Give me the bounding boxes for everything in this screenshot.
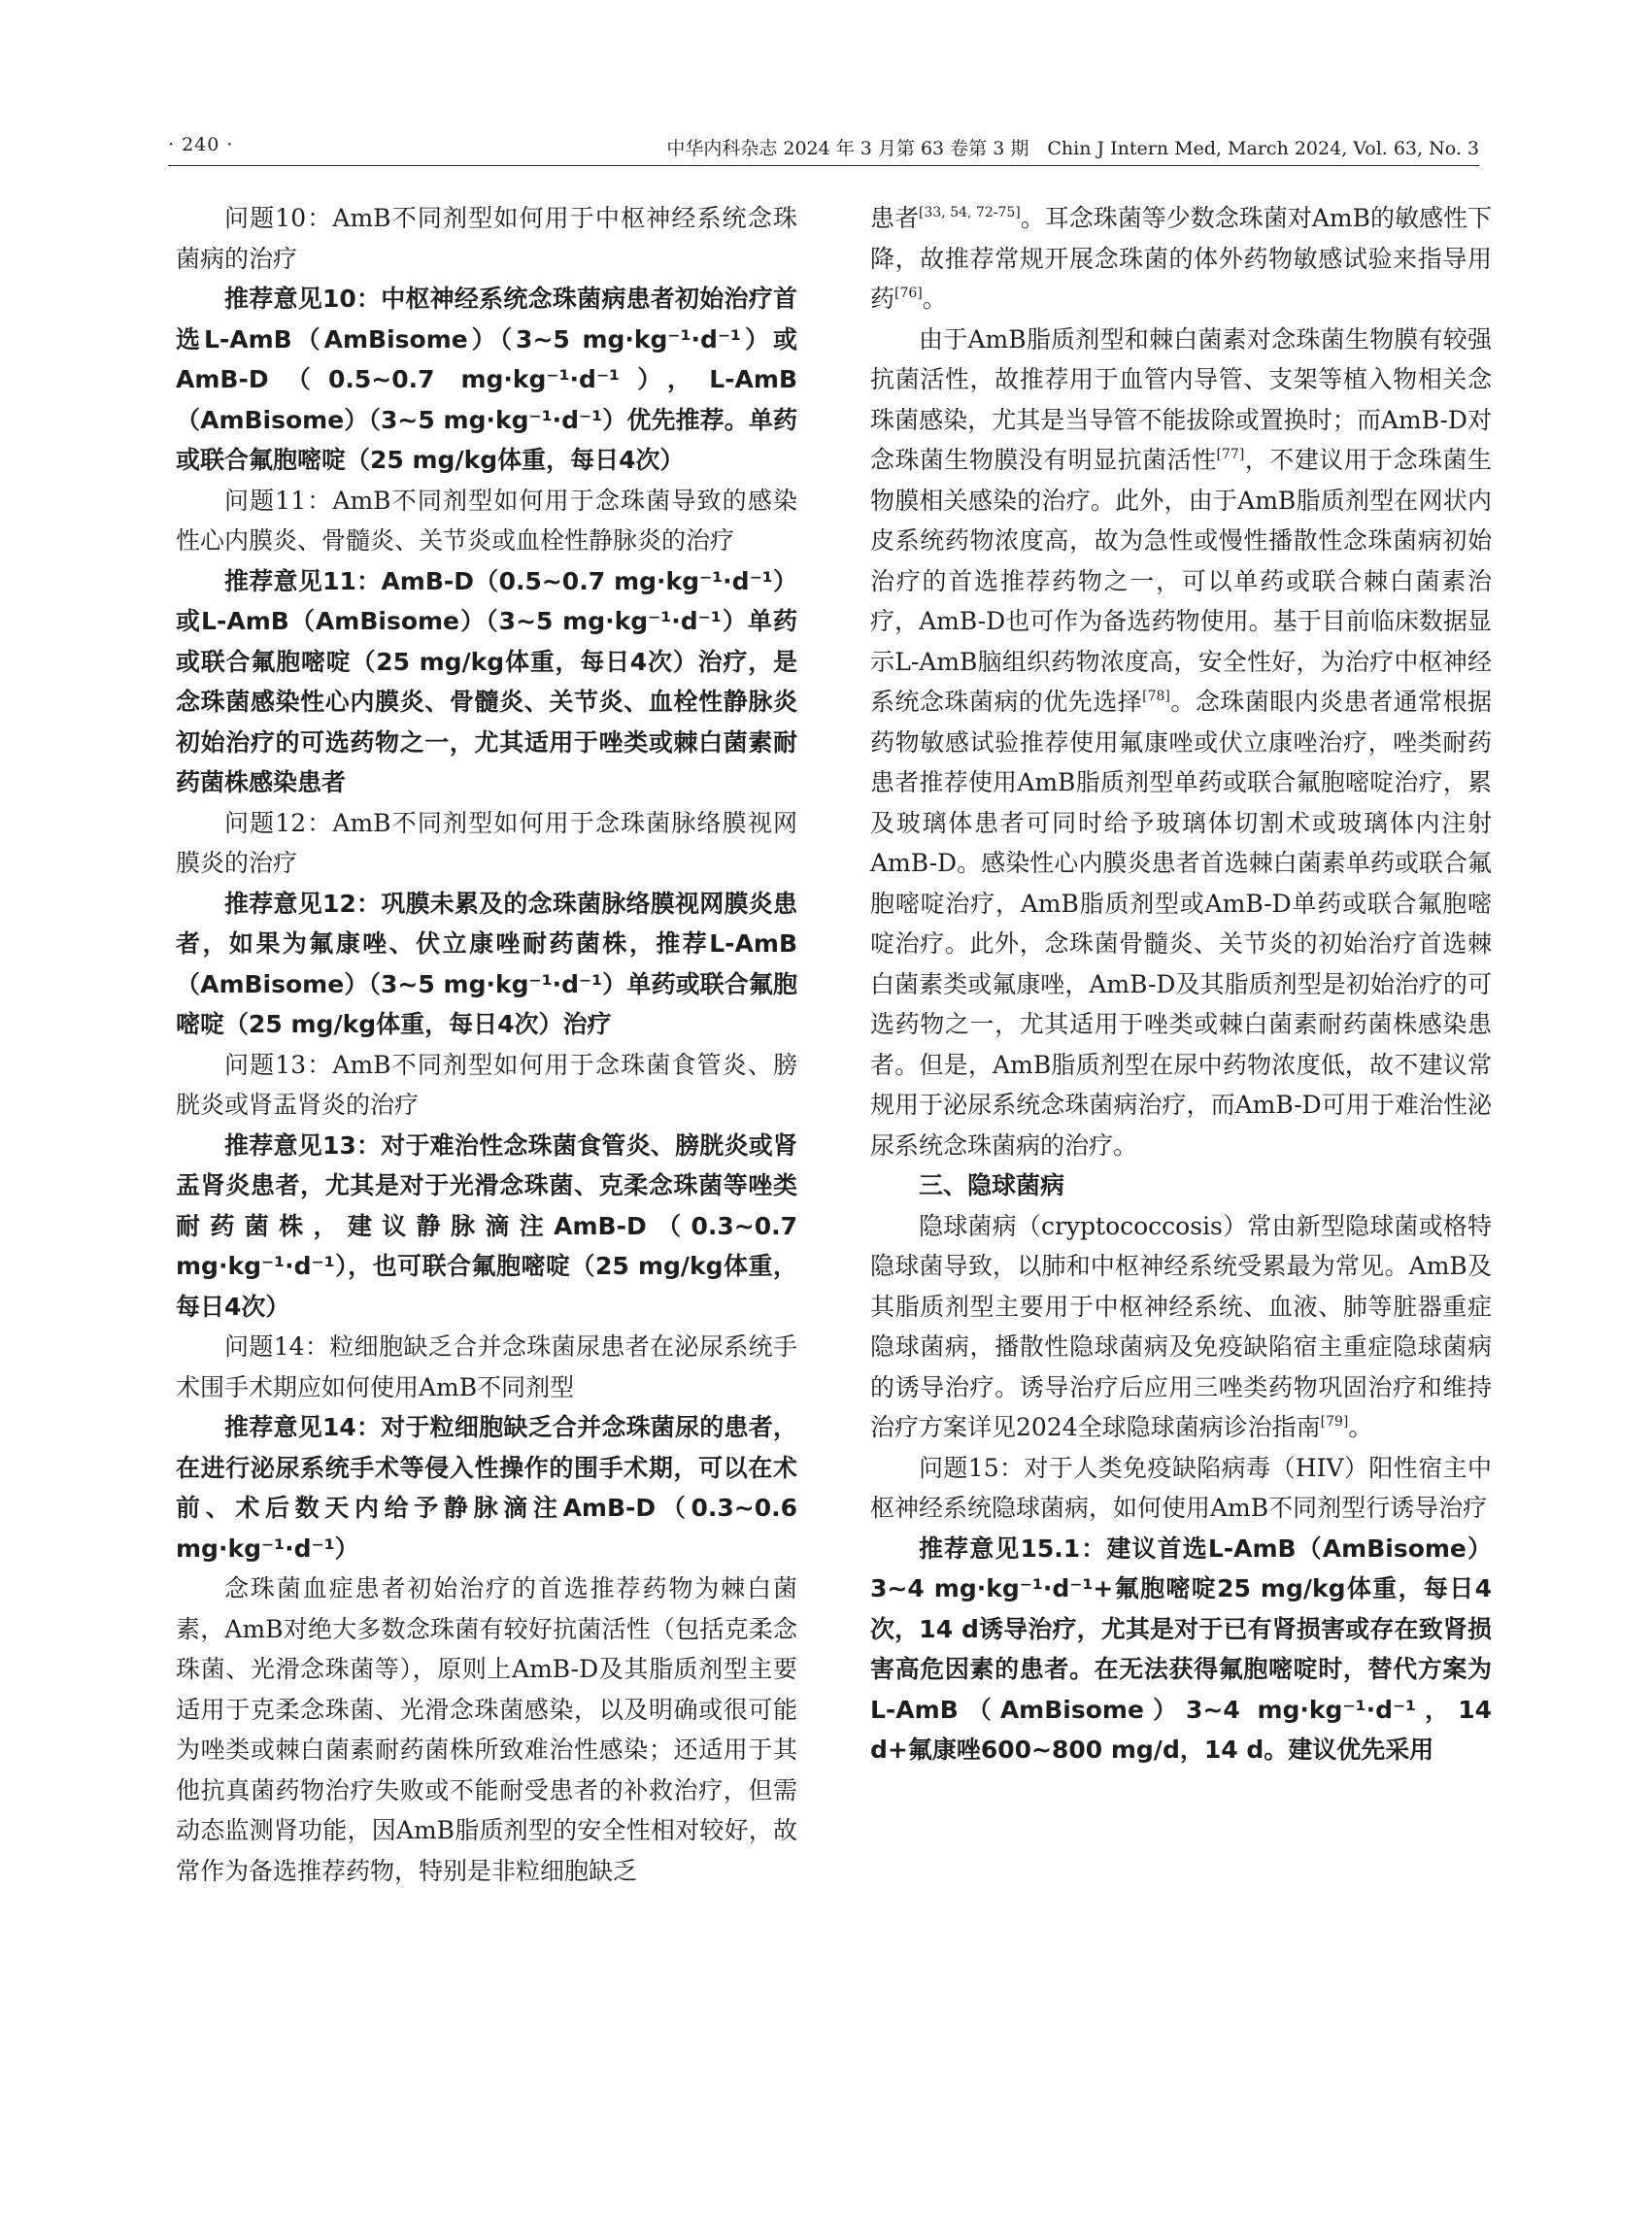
- recommendation-10: 推荐意见10：中枢神经系统念珠菌病患者初始治疗首选L-AmB（AmBisome）（3~5 mg·kg⁻¹·d⁻¹）或AmB-D（0.5~0.7 mg·kg⁻¹·d⁻¹），L-AmB（AmBisome）（3~5 mg·kg⁻¹·d⁻¹）优先推荐。单药或联合氟胞嘧啶（25 mg/kg体重，每日4次）: [176, 285, 797, 474]
- citation-ref: [77]: [1216, 447, 1245, 463]
- recommendation-12: 推荐意见12：巩膜未累及的念珠菌脉络膜视网膜炎患者，如果为氟康唑、伏立康唑耐药菌株，推荐L-AmB（AmBisome）（3~5 mg·kg⁻¹·d⁻¹）单药或联合氟胞嘧啶（25 mg/kg体重，每日4次）治疗: [176, 889, 797, 1038]
- body-paragraph: 念珠菌血症患者初始治疗的首选推荐药物为棘白菌素，AmB对绝大多数念珠菌有较好抗菌活性（包括克柔念珠菌、光滑念珠菌等），原则上AmB-D及其脂质剂型主要适用于克柔念珠菌、光滑念珠菌感染，以及明确或很可能为唑类或棘白菌素耐药菌株所致难治性感染；还适用于其他抗真菌药物治疗失败或不能耐受患者的补救治疗，但需动态监测肾功能，因AmB脂质剂型的安全性相对较好，故常作为备选推荐药物，特别是非粒细胞缺乏: [176, 1574, 797, 1885]
- question-15: 问题15：对于人类免疫缺陷病毒（HIV）阳性宿主中枢神经系统隐球菌病，如何使用AmB不同剂型行诱导治疗: [870, 1453, 1492, 1522]
- question-13: 问题13：AmB不同剂型如何用于念珠菌食管炎、膀胱炎或肾盂肾炎的治疗: [176, 1050, 797, 1119]
- body-paragraph: [870, 320, 1492, 1166]
- body-text: 患者: [870, 204, 920, 232]
- running-header: [168, 134, 1479, 167]
- citation-ref: [76]: [894, 286, 923, 302]
- right-column: [870, 198, 1492, 1770]
- journal-citation: 中华内科杂志 2024 年 3 月第 63 卷第 3 期 Chin J Intern Med, March 2024, Vol. 63, No. 3: [666, 138, 1479, 159]
- header-divider: [168, 165, 1479, 166]
- body-text: 。: [1348, 1413, 1373, 1441]
- body-text: 。: [922, 285, 947, 313]
- question-12: 问题12：AmB不同剂型如何用于念珠菌脉络膜视网膜炎的治疗: [176, 808, 797, 877]
- question-14: 问题14：粒细胞缺乏合并念珠菌尿患者在泌尿系统手术围手术期应如何使用AmB不同剂型: [176, 1332, 797, 1401]
- citation-ref: [78]: [1142, 689, 1170, 705]
- recommendation-13: 推荐意见13：对于难治性念珠菌食管炎、膀胱炎或肾盂肾炎患者，尤其是对于光滑念珠菌、克柔念珠菌等唑类耐药菌株，建议静脉滴注AmB-D（0.3~0.7 mg·kg⁻¹·d⁻¹），也可联合氟胞嘧啶（25 mg/kg体重，每日4次）: [176, 1130, 797, 1321]
- citation-ref: [79]: [1320, 1414, 1349, 1431]
- recommendation-14: 推荐意见14：对于粒细胞缺乏合并念珠菌尿的患者，在进行泌尿系统手术等侵入性操作的围手术期，可以在术前、术后数天内给予静脉滴注AmB-D（0.3~0.6 mg·kg⁻¹·d⁻¹）: [176, 1413, 797, 1563]
- page-number: · 240 ·: [168, 134, 234, 155]
- left-column: [176, 198, 797, 1891]
- continued-paragraph: [870, 198, 1492, 320]
- body-text: 。耳念珠菌等少数念珠菌对AmB的敏感性下降，故推荐常规开展念珠菌的体外药物敏感试验来指导用药: [870, 204, 1492, 313]
- body-paragraph: [870, 1206, 1492, 1448]
- recommendation-11: 推荐意见11：AmB-D（0.5~0.7 mg·kg⁻¹·d⁻¹）或L-AmB（AmBisome）（3~5 mg·kg⁻¹·d⁻¹）单药或联合氟胞嘧啶（25 mg/kg体重，每日4次）治疗，是念珠菌感染性心内膜炎、骨髓炎、关节炎、血栓性静脉炎初始治疗的可选药物之一，尤其适用于唑类或棘白菌素耐药菌株感染患者: [176, 566, 797, 796]
- body-text: 。念珠菌眼内炎患者通常根据药物敏感试验推荐使用氟康唑或伏立康唑治疗，唑类耐药患者推荐使用AmB脂质剂型单药或联合氟胞嘧啶治疗，累及玻璃体患者可同时给予玻璃体切割术或玻璃体内注射AmB-D。感染性心内膜炎患者首选棘白菌素单药或联合氟胞嘧啶治疗，AmB脂质剂型或AmB-D单药或联合氟胞嘧啶治疗。此外，念珠菌骨髓炎、关节炎的初始治疗首选棘白菌素类或氟康唑，AmB-D及其脂质剂型是初始治疗的可选药物之一，尤其适用于唑类或棘白菌素耐药菌株感染患者。但是，AmB脂质剂型在尿中药物浓度低，故不建议常规用于泌尿系统念珠菌病治疗，而AmB-D可用于难治性泌尿系统念珠菌病的治疗。: [870, 688, 1492, 1160]
- body-text: 由于AmB脂质剂型和棘白菌素对念珠菌生物膜有较强抗菌活性，故推荐用于血管内导管、支架等植入物相关念珠菌感染，尤其是当导管不能拔除或置换时；而AmB-D对念珠菌生物膜没有明显抗菌活性: [870, 324, 1492, 474]
- body-text: ，不建议用于念珠菌生物膜相关感染的治疗。此外，由于AmB脂质剂型在网状内皮系统药物浓度高，故为急性或慢性播散性念珠菌病初始治疗的首选推荐药物之一，可以单药或联合棘白菌素治疗，AmB-D也可作为备选药物使用。基于目前临床数据显示L-AmB脑组织药物浓度高，安全性好，为治疗中枢神经系统念珠菌病的优先选择: [870, 446, 1492, 716]
- section-heading: 三、隐球菌病: [919, 1171, 1065, 1199]
- question-10: 问题10：AmB不同剂型如何用于中枢神经系统念珠菌病的治疗: [176, 204, 797, 273]
- recommendation-15-1: 推荐意见15.1：建议首选L-AmB（AmBisome）3~4 mg·kg⁻¹·d⁻¹+氟胞嘧啶25 mg/kg体重，每日4次，14 d诱导治疗，尤其是对于已有肾损害或存在致肾损害高危因素的患者。在无法获得氟胞嘧啶时，替代方案为L-AmB（AmBisome）3~4 mg·kg⁻¹·d⁻¹，14 d+氟康唑600~800 mg/d，14 d。建议优先采用: [870, 1534, 1492, 1764]
- question-11: 问题11：AmB不同剂型如何用于念珠菌导致的感染性心内膜炎、骨髓炎、关节炎或血栓性静脉炎的治疗: [176, 486, 797, 555]
- citation-ref: [33, 54, 72-75]: [919, 205, 1021, 221]
- body-text: 隐球菌病（cryptococcosis）常由新型隐球菌或格特隐球菌导致，以肺和中枢神经系统受累最为常见。AmB及其脂质剂型主要用于中枢神经系统、血液、肺等脏器重症隐球菌病，播散性隐球菌病及免疫缺陷宿主重症隐球菌病的诱导治疗。诱导治疗后应用三唑类药物巩固治疗和维持治疗方案详见2024全球隐球菌病诊治指南: [870, 1211, 1492, 1441]
